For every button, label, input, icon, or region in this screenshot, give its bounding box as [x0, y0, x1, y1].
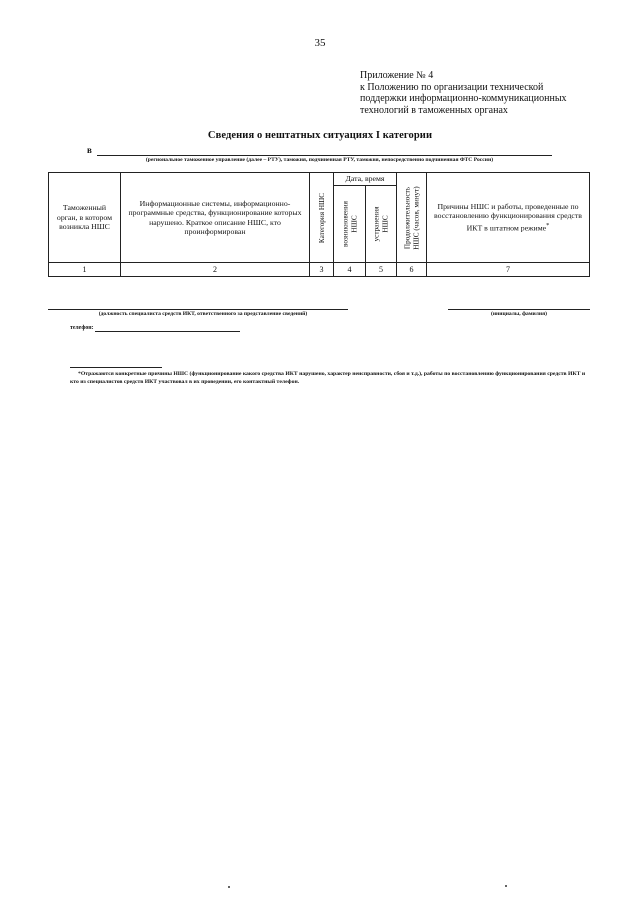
recipient-field	[87, 144, 552, 158]
column-number: 6	[397, 263, 427, 277]
column-number: 2	[121, 263, 310, 277]
incidents-table	[48, 172, 590, 277]
header-duration: Продолжительность НШС (часов, минут)	[397, 173, 427, 263]
document-title: Сведения о нештатных ситуациях I категории	[207, 130, 433, 141]
position-caption: (должность специалиста средств ИКТ, ответственного за представление сведений)	[98, 311, 308, 317]
column-number: 7	[427, 263, 590, 277]
appendix-line: к Положению по организации технической	[360, 81, 544, 93]
footnote-separator	[70, 367, 162, 368]
name-caption: (инициалы, фамилия)	[490, 311, 548, 317]
header-occurrence: возникновения НШС	[334, 186, 366, 263]
header-category: Категория НШС	[310, 173, 334, 263]
phone-label: телефон:	[70, 325, 94, 331]
header-row	[49, 173, 590, 186]
column-number: 3	[310, 263, 334, 277]
scan-artifact	[505, 885, 507, 887]
recipient-underline	[97, 155, 552, 156]
header-causes: Причины НШС и работы, проведенные по восстановлению функционирования средств ИКТ в штатном режиме*	[427, 173, 590, 263]
footnote-text: *Отражаются конкретные причины НШС (функционирование какого средства ИКТ нарушено, характер неисправности, сбоя и т.д.), работы по восстановлению функционирования средств ИКТ и кто из специалистов средств ИКТ участвовал в их проведении, его контактный телефон.	[70, 371, 586, 385]
appendix-header	[360, 70, 610, 116]
recipient-prefix: в	[87, 145, 92, 155]
column-number: 5	[366, 263, 397, 277]
name-signature-line	[448, 309, 590, 310]
column-numbers-row	[49, 263, 590, 277]
position-signature-line	[48, 309, 348, 310]
scan-artifact	[228, 886, 230, 888]
header-systems: Информационные системы, информационно-программные средства, функционирование которых нарушено. Краткое описание НШС, кто проинформирован	[121, 173, 310, 263]
page-number: 35	[314, 37, 326, 49]
column-number: 4	[334, 263, 366, 277]
header-date-group: Дата, время	[334, 173, 397, 186]
phone-underline	[95, 331, 240, 332]
appendix-line: поддержки информационно-коммуникационных	[360, 93, 567, 104]
column-number: 1	[49, 263, 121, 277]
appendix-line: технологий в таможенных органах	[360, 104, 508, 116]
header-customs-body: Таможенный орган, в котором возникла НШС	[49, 173, 121, 263]
header-elimination: устранения НШС	[366, 186, 397, 263]
recipient-caption: (региональное таможенное управление (далее – РТУ), таможня, подчиненная РТУ, таможня, непосредственно подчиненная ФТС России)	[145, 157, 494, 163]
appendix-title: Приложение № 4	[360, 70, 434, 81]
